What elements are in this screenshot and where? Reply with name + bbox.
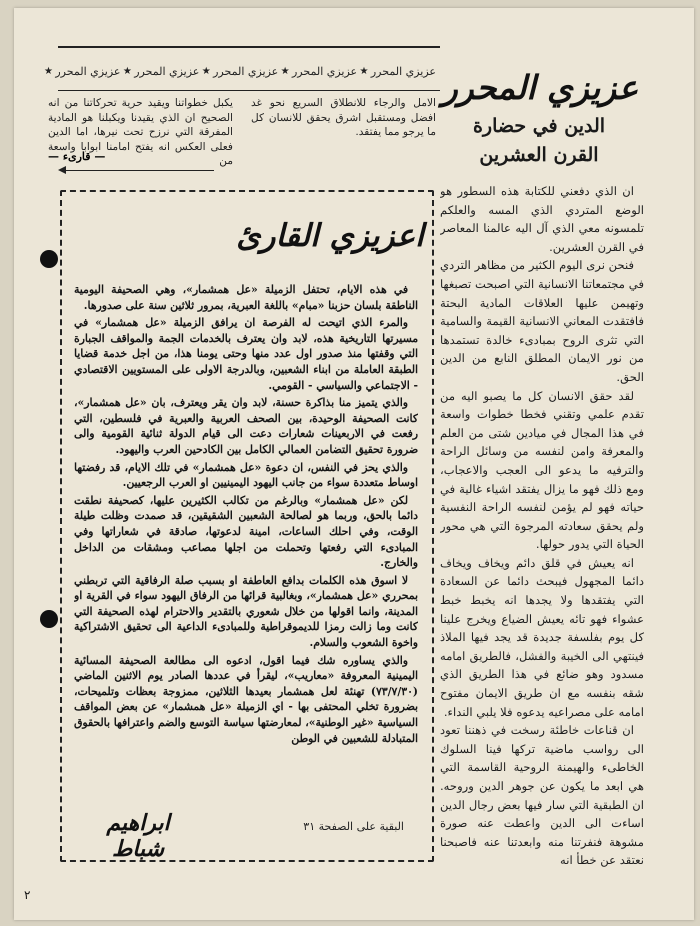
- masthead-title: عزيزي المحرر: [441, 68, 639, 107]
- continuation-column: الامل والرجاء للانطلاق السريع نحو غد افضل ومستقبل اشرق يحقق للانسان كل ما يرجو مما يفتقد.: [251, 97, 436, 138]
- article-heading-line: الدين في حضارة: [472, 115, 606, 137]
- article-heading: [444, 112, 634, 171]
- banner-item: عزيزي المحرر: [292, 64, 358, 78]
- box-paragraph: والمرء الذي اتيحت له الفرصة ان يرافق الزميلة «عل همشمار» في مسيرتها التاريخية هذه، لابد وان يعترف بالخدمات الجمة والمواقف الجبارة التي وقفتها منذ صدور اول عدد منها وحتى يومنا هذا، من اجل خدمة قضايا الطبقة العاملة من ابناء الشعبين، وبالدرجة الاولى على المستويين الاقتصادي - الاجتماعي والسياسي - القومي.: [74, 316, 418, 392]
- box-paragraph: لا اسوق هذه الكلمات بدافع العاطفة او بسبب صلة الرفاقية التي تربطني بمحرري «عل همشمار»، وبغالبية قرائها من الرفاق اليهود سواء في القرية او المدينة، وانما اقولها من خلال شعوري بالتقدير والاحترام لهذه الصحيفة التي كانت وما زالت رمزا للديموقراطية وللمبادىء الداعية الى تحقيق الاشتراكية واخوة الشعوب والسلام.: [74, 573, 418, 650]
- banner-bottom-rule: [58, 90, 440, 91]
- box-paragraph: والذي يحز في النفس، ان دعوة «عل همشمار» في تلك الايام، قد رفضتها اوساط متعددة سواء من جانب اليهود اليمينيين او العرب الرجعيين.: [74, 460, 418, 490]
- article-paragraph: ان الذي دفعني للكتابة هذه السطور هو الوضع المتردي الذي المسه والعلكم تلمسونه معي الذي آل اليه عالمنا المعاصر في القرن العشرين.: [440, 184, 644, 254]
- star-icon: ★: [359, 65, 369, 77]
- punch-hole: [40, 250, 58, 268]
- star-icon: ★: [122, 65, 132, 77]
- arrow-line: [64, 170, 214, 171]
- star-icon: ★: [280, 65, 290, 77]
- continuation-column: يكبل خطواتنا ويقيد حرية تحركاتنا من انه الصحيح ان الذي يقيدنا ويكبلنا هو المادية المفرقة التي نرزح تحت نيرها، اما الدين فعلى العكس انه يفتح امامنا ابوابا واسعة من: [48, 97, 233, 167]
- banner-item: عزيزي المحرر: [55, 64, 121, 78]
- box-paragraph: والذي يتميز منا بذاكرة حسنة، لابد وان يقر ويعترف، بان «عل همشمار»، كانت الصحيفة الوحيدة، بين الصحف العربية والعبرية في فلسطين، التي رفعت في الاربعينات شعارات دعت الى قيام الدولة ثنائية القومية والى ضرورة تحقيق التضامن العمالي الكامل بين الكادحين العرب واليهود.: [74, 396, 418, 456]
- article-paragraph: لقد حقق الانسان كل ما يصبو اليه من تقدم علمي وتقني فخطا خطوات واسعة في هذا المجال في ميادين شتى من العلم والمعرفة وامن لنفسه من وسائل الراحة والترفيه ما يدعو الى العجب والاعجاب، ومع ذلك فهو ما يزال يفتقد اشياء غالية في حياته فهو لم يؤمن لنفسه الراحة النفسية ولم يحقق سعادته المرجوة التي هي محور الحياة التي يدور حولها.: [440, 388, 644, 552]
- reader-signature: — قارىء —: [48, 150, 106, 163]
- box-paragraph: في هذه الايام، تحتفل الزميلة «عل همشمار»، وهي الصحيفة اليومية الناطقة بلسان حزبنا «مبام» باللغة العبرية، بمرور ثلاثين سنة على صدورها.: [74, 283, 418, 312]
- article-paragraph: ان قناعات خاطئة رسخت في ذهننا تعود الى رواسب ماضية تركها فينا السلوك الخاطىء والهيمنة الروحية القاسمة التي هي ابعد ما يكون عن جوهر الدين وروحه. ان الطبقية التي سار فيها بعض رجال الدين اساءت الى الدين واعطت عنه صورة مشوهة فنفرتنا منه وابعدتنا عنه فاصبحنا نعتقد عن خطأ انه: [440, 723, 644, 868]
- article-paragraph: فنحن نرى اليوم الكثير من مظاهر التردي في مجتمعاتنا الانسانية التي اصبحت تصبغها وتهيمن عليها العلاقات المادية البحتة فافتقدت المعاني الانسانية القيمة والسامية التي تثرى الروح بمبادىء خالدة تستمدها من نور الايمان المطلق النابع من الدين الحق.: [440, 258, 644, 384]
- author-signature: ابراهيم شباط: [106, 810, 170, 862]
- continued-note: البقية على الصفحة ٣١: [303, 820, 404, 833]
- star-icon: ★: [201, 65, 211, 77]
- article-paragraph: انه يعيش في قلق دائم ويخاف ويخاف دائما المجهول فيبحث دائما عن السعادة التي يفتقدها ولا يجدها انه يخبط خبط عشواء فهو تائه يعيش الضياع ويخرج علينا كل يوم بفلسفة جديدة قد يجد فيها الملاذ فينتهي الى الخيبة والفشل، فالطريق امامه مسدود وهو ضائع في هذا الطريق الذي شقه بنفسه مع ان طريق الايمان مفتوح امامه على مصراعيه يدعوه فلا يلبي النداء.: [440, 555, 644, 719]
- article-heading-line: القرن العشرين: [479, 144, 599, 167]
- banner-item: عزيزي المحرر: [213, 64, 279, 78]
- page-number: ٢: [24, 888, 31, 902]
- banner-item: عزيزي المحرر: [370, 64, 436, 78]
- box-paragraph: لكن «عل همشمار» وبالرغم من تكالب الكثيرين عليها، كصحيفة نطقت دائما بالحق، وربما هو لصالحة الشعبين الشقيقين، قد صمدت وظلت طيلة الوقت، وفي احلك الساعات، امينة لدعوتها، صادقة في شعاراتها وفي المبادىء التي رفعتها وتحملت من اجلها مصاعب ومشقات من الداخل والخارج.: [74, 493, 418, 570]
- arrow-left-icon: [58, 166, 66, 174]
- star-icon: ★: [44, 65, 53, 77]
- box-body: [74, 282, 418, 810]
- right-article-body: [440, 182, 644, 872]
- top-rule: [58, 46, 440, 48]
- box-title: اعزيزي القارئ: [236, 218, 424, 254]
- punch-hole: [40, 610, 58, 628]
- banner-item: عزيزي المحرر: [134, 64, 200, 78]
- section-banner: [44, 56, 436, 86]
- box-paragraph: والذي يساوره شك فيما اقول، ادعوه الى مطالعة الصحيفة المسائية اليمينية المعروفة «معاريب»، ليقرأ في عددها الصادر يوم الاثنين الماضي (٧٣/٧/٣٠) تهنئة لعل همشمار بعيدها الثلاثين، ممزوجة بعظات وتلميحات، بضرورة تخلي المحتفى بها - اي الزميلة «عل همشمار» عن بعض المواقف السياسية «غير الوطنية»، لمعارضتها سياسة التوسع والضم واعترافها بالحقوق المتبادلة للشعبين في الوطن: [74, 653, 418, 745]
